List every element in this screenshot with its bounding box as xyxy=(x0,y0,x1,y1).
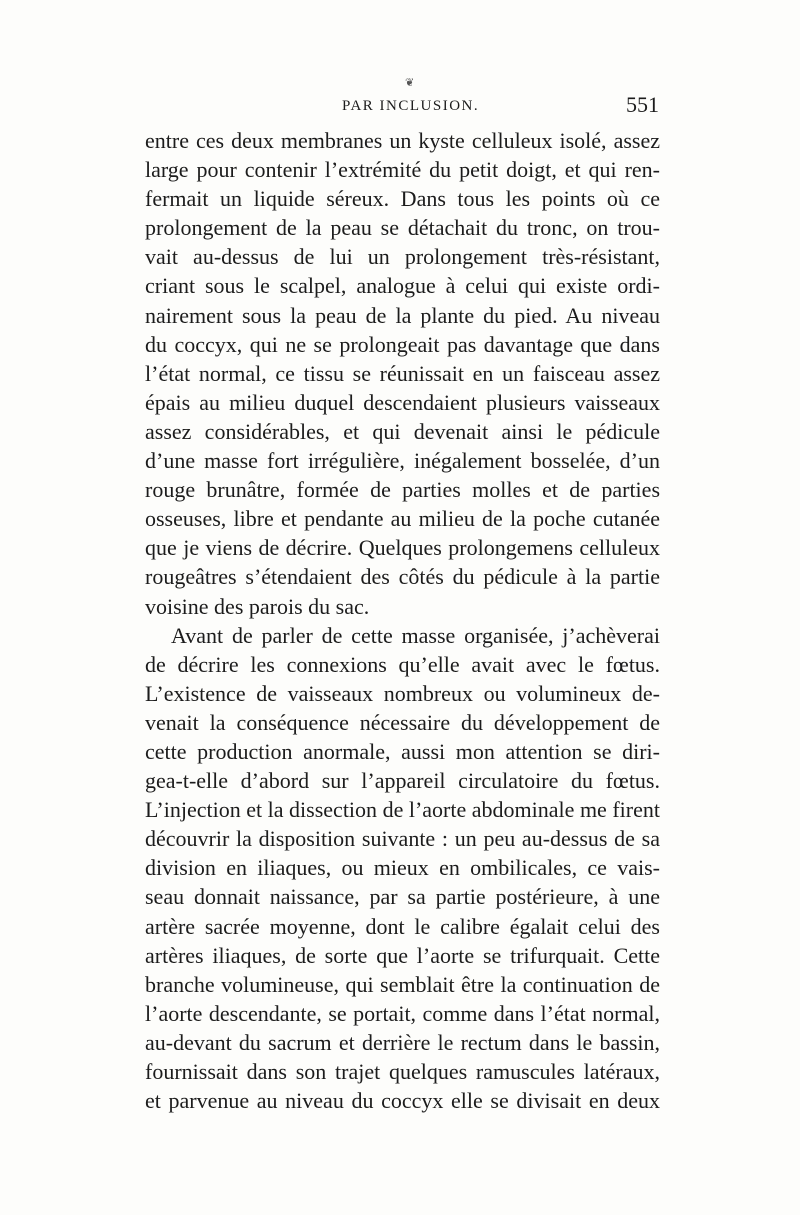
text-line: seau donnait naissance, par sa partie postérieure, à une xyxy=(145,884,660,910)
text-line: que je viens de décrire. Quelques prolongemens celluleux xyxy=(145,535,660,561)
text-line: et parvenue au niveau du coccyx elle se divisait en deux xyxy=(145,1088,660,1114)
body-text xyxy=(145,126,660,1115)
text-line: nairement sous la peau de la plante du pied. Au niveau xyxy=(145,302,660,328)
text-line: épais au milieu duquel descendaient plusieurs vaisseaux xyxy=(145,389,660,415)
text-line: prolongement de la peau se détachait du tronc, on trou- xyxy=(145,215,660,241)
ornament-glyph: ❦ xyxy=(405,76,415,89)
text-line: gea-t-elle d’abord sur l’appareil circulatoire du fœtus. xyxy=(145,768,660,794)
text-line: assez considérables, et qui devenait ainsi le pédicule xyxy=(145,418,660,444)
text-line: l’état normal, ce tissu se réunissait en un faisceau assez xyxy=(145,360,660,386)
text-line: au-devant du sacrum et derrière le rectum dans le bassin, xyxy=(145,1029,660,1055)
text-line: division en iliaques, ou mieux en ombilicales, ce vais- xyxy=(145,855,660,881)
text-line: fermait un liquide séreux. Dans tous les points où ce xyxy=(145,186,660,212)
text-line: artères iliaques, de sorte que l’aorte se trifurquait. Cette xyxy=(145,942,660,968)
text-line: artère sacrée moyenne, dont le calibre égalait celui des xyxy=(145,913,660,939)
text-line: d’une masse fort irrégulière, inégalement bosselée, d’un xyxy=(145,448,660,474)
text-line: entre ces deux membranes un kyste celluleux isolé, assez xyxy=(145,128,660,153)
text-line: fournissait dans son trajet quelques ramuscules latéraux, xyxy=(145,1059,660,1084)
text-line: criant sous le scalpel, analogue à celui qui existe ordi- xyxy=(145,273,660,299)
text-line: cette production anormale, aussi mon attention se diri- xyxy=(145,738,660,764)
text-line: du coccyx, qui ne se prolongeait pas davantage que dans xyxy=(145,331,660,357)
text-line: large pour contenir l’extrémité du petit doigt, et qui ren- xyxy=(145,157,660,183)
text-line-paragraph-end: voisine des parois du sac. xyxy=(145,593,370,619)
text-line: l’aorte descendante, se portait, comme dans l’état normal, xyxy=(145,1000,660,1026)
text-line: venait la conséquence nécessaire du développement de xyxy=(145,709,660,735)
text-line: branche volumineuse, qui semblait être la continuation de xyxy=(145,971,660,997)
page-number: 551 xyxy=(626,92,659,117)
text-line: rouge brunâtre, formée de parties molles et de parties xyxy=(145,477,660,503)
text-line-paragraph-start: Avant de parler de cette masse organisée, j’achèverai xyxy=(171,622,660,648)
text-line: découvrir la disposition suivante : un peu au-dessus de sa xyxy=(145,826,660,852)
text-line: osseuses, libre et pendante au milieu de la poche cutanée xyxy=(145,506,660,532)
text-line: L’existence de vaisseaux nombreux ou volumineux de- xyxy=(145,680,660,706)
text-line: L’injection et la dissection de l’aorte abdominale me firent xyxy=(145,797,660,823)
running-head: PAR INCLUSION. xyxy=(342,98,480,114)
text-line: de décrire les connexions qu’elle avait avec le fœtus. xyxy=(145,651,660,677)
text-line: vait au-dessus de lui un prolongement très-résistant, xyxy=(145,244,660,270)
text-line: rougeâtres s’étendaient des côtés du pédicule à la partie xyxy=(145,564,660,590)
